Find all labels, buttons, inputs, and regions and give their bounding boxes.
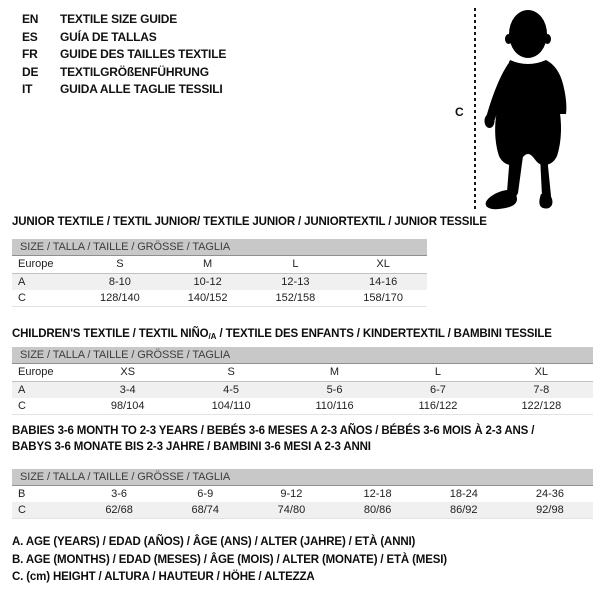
table-cell: M: [329, 366, 340, 378]
table-cell: 62/68: [105, 504, 133, 516]
baby-silhouette-icon: [480, 6, 592, 214]
table-cell: 6-7: [429, 384, 446, 396]
children-table: [12, 347, 593, 415]
note-c: C. (cm) HEIGHT / ALTURA / HAUTEUR / HÖHE / ALTEZZA: [12, 571, 315, 583]
table-cell: 110/116: [315, 400, 354, 412]
language-label: TEXTILE SIZE GUIDE: [60, 12, 178, 26]
table-cell: L: [434, 366, 441, 378]
size-header-band: SIZE / TALLA / TAILLE / GRÖSSE / TAGLIA: [12, 347, 593, 364]
table-cell: 7-8: [533, 384, 550, 396]
table-row-a: [12, 274, 427, 290]
language-row-it: [22, 81, 226, 99]
table-cell: 14-16: [369, 276, 398, 288]
language-code: FR: [22, 47, 38, 61]
legend-notes: [12, 534, 447, 587]
table-row-c: [12, 290, 427, 306]
table-cell: 4-5: [223, 384, 240, 396]
language-row-de: [22, 64, 226, 82]
language-label: GUÍA DE TALLAS: [60, 29, 157, 44]
language-row-es: [22, 29, 226, 47]
table-cell: 104/110: [211, 400, 251, 412]
table-cell: XL: [534, 366, 549, 378]
table-cell: XL: [376, 258, 390, 270]
table-cell: 9-12: [280, 488, 303, 500]
table-cell: 98/104: [110, 400, 145, 412]
table-row-c: [12, 502, 593, 518]
title-line-1: BABIES 3-6 MONTH TO 2-3 YEARS / BEBÉS 3-6 MESES A 2-3 AÑOS / BÉBÉS 3-6 MOIS À 2-3 ANS /: [12, 425, 535, 437]
language-label: GUIDE DES TAILLES TEXTILE: [60, 47, 227, 61]
language-label: GUIDA ALLE TAGLIE TESSILI: [60, 82, 223, 96]
table-cell: 92/98: [536, 504, 564, 516]
language-list: [22, 11, 226, 99]
table-cell: 68/74: [191, 504, 220, 516]
table-cell: 12-13: [281, 276, 310, 288]
height-dashed-line: [474, 8, 476, 211]
language-code: EN: [22, 12, 39, 26]
height-label: C: [455, 105, 464, 119]
language-row-en: [22, 11, 226, 29]
size-header-band: SIZE / TALLA / TAILLE / GRÖSSE / TAGLIA: [12, 469, 593, 486]
table-cell: 8-10: [108, 276, 131, 288]
table-cell: 5-6: [326, 384, 343, 396]
table-cell: 3-4: [119, 384, 136, 396]
table-cell: 10-12: [193, 276, 222, 288]
row-label: A: [18, 384, 26, 396]
section-title-babies: [12, 423, 582, 455]
table-cell: 116/122: [418, 400, 458, 412]
table-row-europe: [12, 364, 593, 382]
table-cell: 6-9: [197, 488, 214, 500]
table-cell: 158/170: [363, 292, 403, 304]
title-text: / TEXTILE DES ENFANTS / KINDERTEXTIL / BAMBINI TESSILE: [216, 328, 552, 340]
table-cell: 3-6: [111, 488, 128, 500]
table-cell: 12-18: [363, 488, 392, 500]
row-label: Europe: [18, 366, 54, 378]
section-title-junior: JUNIOR TEXTILE / TEXTIL JUNIOR/ TEXTILE JUNIOR / JUNIORTEXTIL / JUNIOR TESSILE: [12, 216, 487, 228]
row-label: C: [18, 504, 26, 516]
language-row-fr: [22, 46, 226, 64]
row-label: C: [18, 400, 26, 412]
table-cell: 140/152: [187, 292, 228, 304]
table-row-c: [12, 398, 593, 414]
row-label: C: [18, 292, 26, 304]
junior-table: [12, 239, 427, 307]
row-label: Europe: [18, 258, 54, 270]
table-cell: 152/158: [275, 292, 316, 304]
babies-table: [12, 469, 593, 519]
language-code: ES: [22, 29, 38, 44]
title-line-2: BABYS 3-6 MONATE BIS 2-3 JAHRE / BAMBINI 3-6 MESI A 2-3 ANNI: [12, 441, 371, 453]
table-cell: 80/86: [363, 504, 392, 516]
table-cell: M: [203, 258, 213, 270]
table-cell: L: [292, 258, 299, 270]
table-cell: 18-24: [449, 488, 478, 500]
size-header-band: SIZE / TALLA / TAILLE / GRÖSSE / TAGLIA: [12, 239, 427, 256]
table-row-a: [12, 382, 593, 398]
table-cell: XS: [120, 366, 136, 378]
table-cell: S: [116, 258, 124, 270]
note-a: A. AGE (YEARS) / EDAD (AÑOS) / ÂGE (ANS) / ALTER (JAHRE) / ETÀ (ANNI): [12, 536, 416, 548]
language-code: DE: [22, 64, 39, 79]
table-cell: 24-36: [535, 488, 565, 500]
table-row-europe: [12, 256, 427, 274]
table-cell: 122/128: [521, 400, 562, 412]
table-cell: 128/140: [99, 292, 140, 304]
row-label: B: [18, 488, 26, 500]
language-label: TEXTILGRÖßENFÜHRUNG: [60, 64, 209, 79]
table-cell: 74/80: [277, 504, 306, 516]
section-title-children: [12, 326, 552, 345]
row-label: A: [18, 276, 26, 288]
table-cell: 86/92: [450, 504, 478, 516]
table-row-b: [12, 486, 593, 502]
language-code: IT: [22, 82, 33, 96]
title-subscript: /A: [208, 332, 217, 341]
title-text: CHILDREN'S TEXTILE / TEXTIL NIÑO: [12, 328, 209, 340]
note-b: B. AGE (MONTHS) / EDAD (MESES) / ÂGE (MOIS) / ALTER (MONATE) / ETÀ (MESI): [12, 553, 447, 566]
table-cell: S: [227, 366, 235, 378]
